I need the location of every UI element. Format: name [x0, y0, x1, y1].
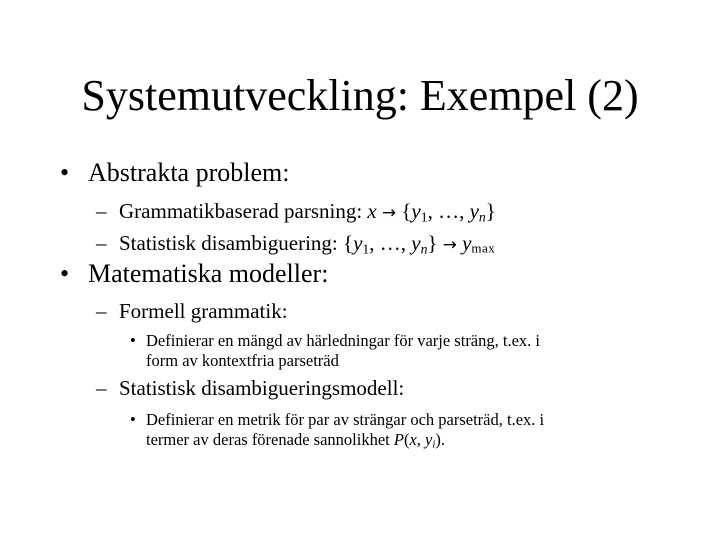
bullet-label: Abstrakta problem:	[88, 158, 290, 187]
arrow-icon: →	[382, 202, 397, 222]
dash-icon: –	[96, 376, 107, 400]
subitem-text	[119, 230, 495, 262]
detail-text: Definierar en metrik för par av strängar och parseträd, t.ex. i termer av deras förenade sannolikhet P(x, $y_i$).	[146, 410, 545, 451]
var-y: y	[469, 199, 479, 223]
var-y-max: y	[462, 231, 472, 255]
subitem-label: Formell grammatik:	[119, 299, 288, 323]
slide-title: Systemutveckling: Exempel (2)	[81, 71, 639, 120]
prefix: Statistisk disambiguering:	[119, 231, 338, 255]
detail-line-2: form av kontextfria parseträd	[146, 351, 339, 370]
brace-open: {	[343, 231, 354, 255]
var-x: x	[409, 430, 417, 449]
bullet-label: Matematiska modeller:	[88, 259, 329, 288]
bullet-icon: •	[130, 410, 136, 429]
var-x: x	[367, 199, 377, 223]
prefix: Grammatikbaserad parsning:	[119, 199, 363, 223]
ellipsis: , …,	[427, 199, 465, 223]
subscript-max: max	[471, 240, 496, 256]
ellipsis: , …,	[369, 231, 406, 255]
detail-suffix: ).	[435, 430, 445, 449]
bullet-icon: •	[60, 158, 70, 187]
subscript-i: i	[432, 438, 436, 451]
bullet-icon: •	[130, 331, 136, 350]
var-y: y	[353, 231, 363, 255]
var-y: y	[425, 430, 433, 449]
var-y: y	[411, 199, 421, 223]
subscript-1: 1	[420, 209, 428, 225]
subscript-n: n	[420, 241, 428, 257]
brace-open: {	[401, 199, 412, 223]
detail-text	[146, 331, 540, 371]
detail-line-2-prefix: termer av deras förenade sannolikhet	[146, 430, 390, 449]
dash-icon: –	[96, 299, 107, 323]
subitem-text	[119, 198, 496, 225]
detail-line-1: Definierar en mängd av härledningar för varje sträng, t.ex. i	[146, 331, 541, 350]
brace-close: }	[485, 199, 496, 223]
dash-icon: –	[96, 199, 107, 223]
bullet-icon: •	[60, 259, 70, 288]
dash-icon: –	[96, 231, 107, 255]
detail-line-1: Definierar en metrik för par av strängar och parseträd, t.ex. i	[146, 410, 545, 429]
subscript-1: 1	[362, 241, 370, 257]
subscript-n: n	[478, 209, 486, 225]
brace-close: }	[427, 231, 438, 255]
arrow-icon: →	[442, 234, 457, 254]
subitem-label: Statistisk disambigueringsmodell:	[119, 376, 405, 400]
var-y: y	[411, 231, 421, 255]
var-P: P	[393, 430, 404, 449]
